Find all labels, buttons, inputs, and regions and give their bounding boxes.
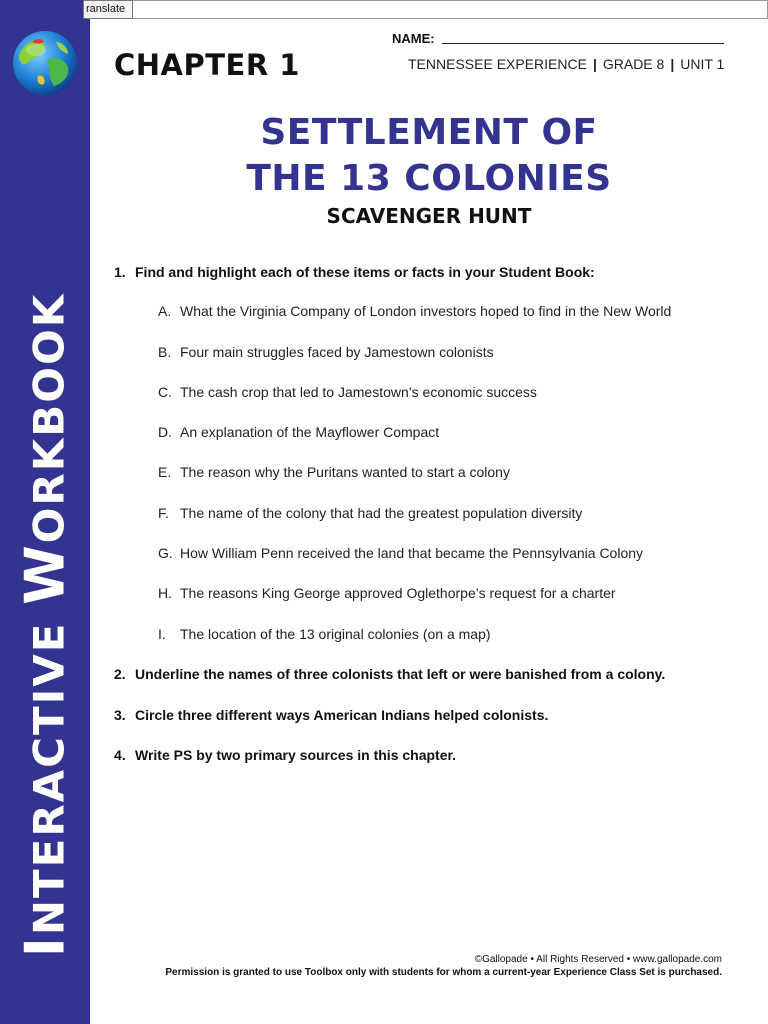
top-bar [133,0,768,19]
list-item [158,384,537,400]
list-item [158,464,510,480]
question-number: 3. [114,707,126,723]
sidebar [0,0,90,1024]
list-item [158,505,582,521]
list-item [158,585,616,601]
translate-button[interactable]: ranslate [83,0,133,19]
question-text: Circle three different ways American Indians helped colonists. [135,707,549,723]
copyright-text: ©Gallopade • All Rights Reserved • www.gallopade.com [474,954,722,965]
item-text: The reasons King George approved Oglethorpe’s request for a charter [180,585,616,601]
page-title-line2: THE 13 COLONIES [246,158,612,199]
item-text: The location of the 13 original colonies (on a map) [180,626,491,642]
footer [165,953,722,979]
item-letter: G. [158,545,173,561]
item-text: The reason why the Puritans wanted to start a colony [180,464,510,480]
item-letter: H. [158,585,172,601]
question-number: 2. [114,666,126,682]
question-item [114,264,595,280]
item-text: Four main struggles faced by Jamestown colonists [180,344,494,360]
question-item [114,666,665,682]
question-number: 1. [114,264,126,280]
list-item [158,424,439,440]
item-letter: F. [158,505,169,521]
question-text: Underline the names of three colonists that left or were banished from a colony. [135,666,666,682]
item-letter: C. [158,384,172,400]
item-letter: A. [158,303,172,319]
question-text: Write PS by two primary sources in this chapter. [135,747,457,763]
item-text: The cash crop that led to Jamestown’s economic success [180,384,537,400]
list-item [158,303,671,319]
question-number: 4. [114,747,126,763]
question-item [114,747,456,763]
question-item [114,707,548,723]
item-text: The name of the colony that had the greatest population diversity [180,505,583,521]
globe-icon [12,30,78,96]
item-letter: B. [158,344,172,360]
page-title [90,110,768,202]
item-text: How William Penn received the land that became the Pennsylvania Colony [180,545,644,561]
course-info [408,56,724,72]
question-text: Find and highlight each of these items or facts in your Student Book: [135,264,595,280]
item-letter: I. [158,626,166,642]
workbook-vertical-title: INTERACTIVE WORKBOOK [13,292,77,958]
item-letter: D. [158,424,172,440]
separator: | [670,56,675,72]
permission-text: Permission is granted to use Toolbox only with students for whom a current-year Experience Class Set is purchased. [165,967,722,978]
list-item [158,626,491,642]
name-field-line[interactable] [442,43,724,44]
item-text: What the Virginia Company of London investors hoped to find in the New World [180,303,672,319]
item-text: An explanation of the Mayflower Compact [180,424,440,440]
course-name: TENNESSEE EXPERIENCE [408,56,587,72]
name-label: NAME: [392,31,435,46]
separator: | [592,56,597,72]
list-item [158,545,643,561]
unit-label: UNIT 1 [680,56,725,72]
page-subtitle: SCAVENGER HUNT [326,204,532,228]
list-item [158,344,494,360]
chapter-title: CHAPTER 1 [114,48,300,82]
item-letter: E. [158,464,172,480]
page-title-line1: SETTLEMENT OF [260,112,598,153]
grade-label: GRADE 8 [602,56,665,72]
